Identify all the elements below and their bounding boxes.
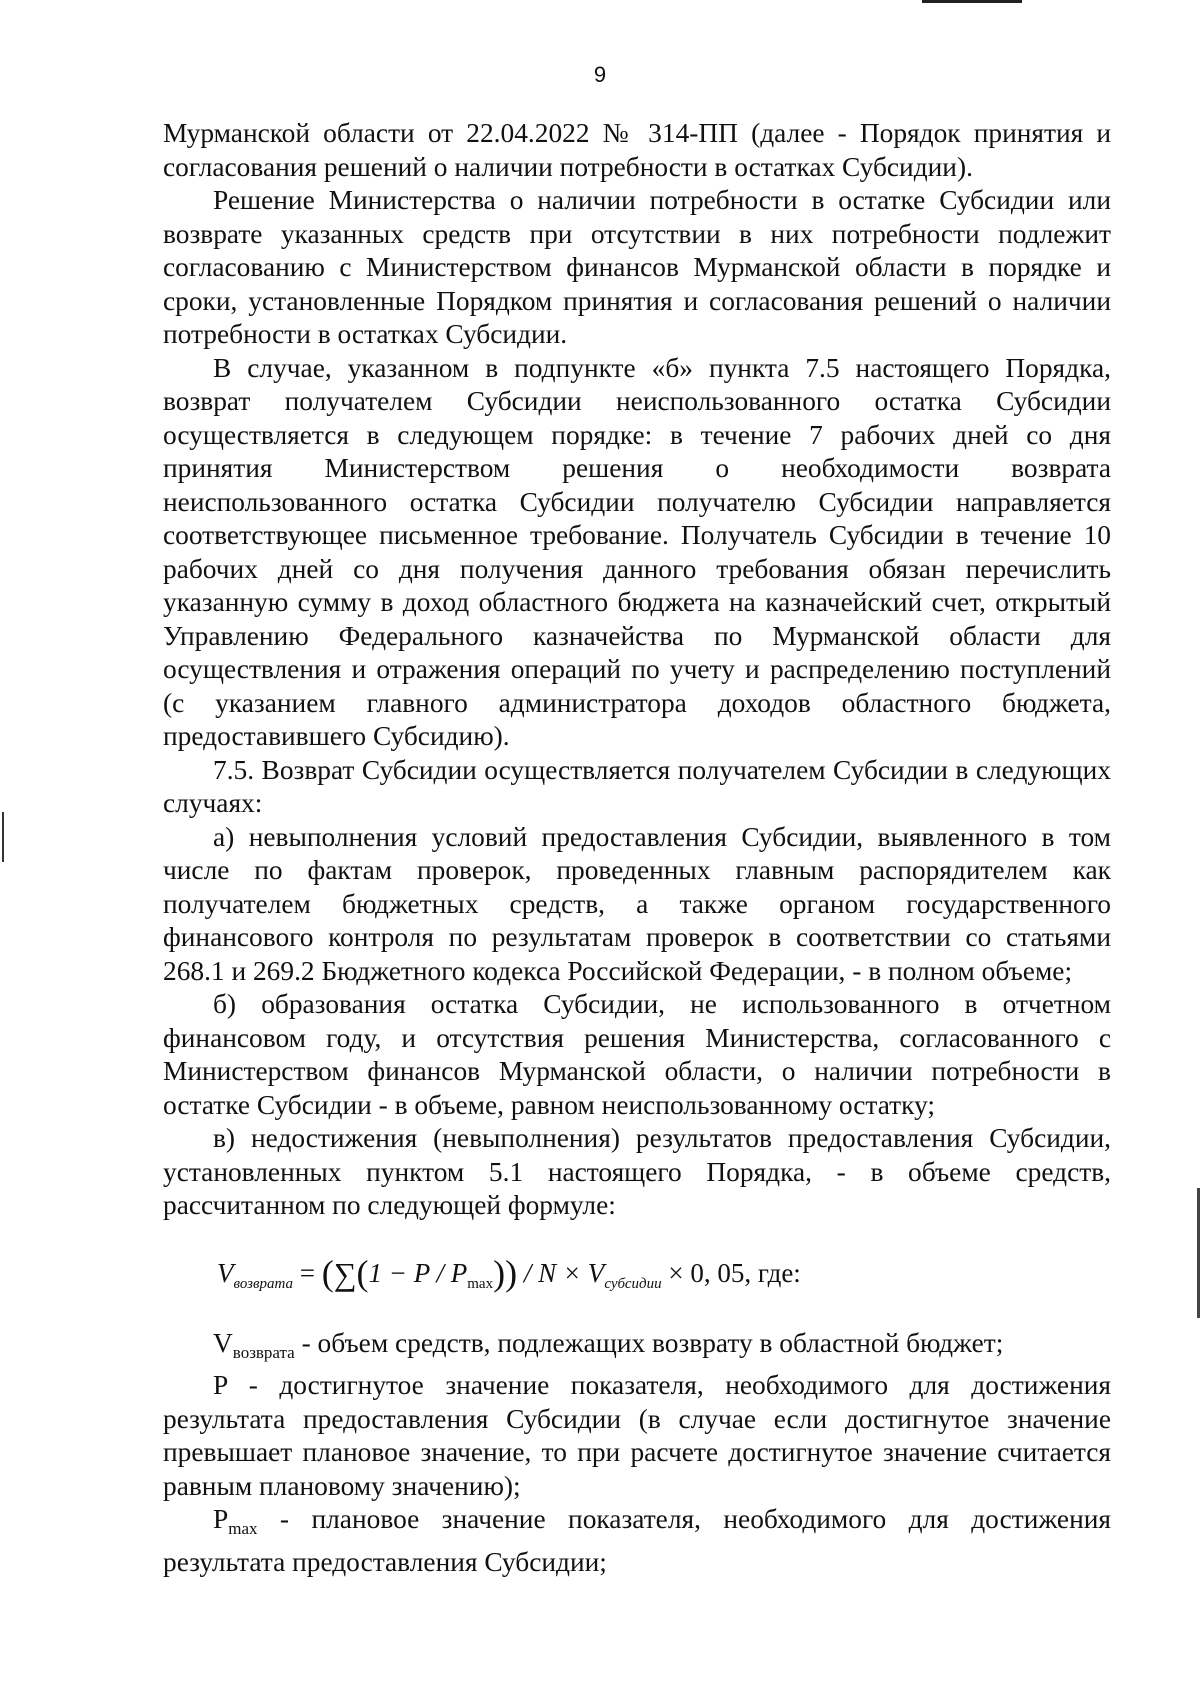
- formula-paren: (: [356, 1252, 369, 1293]
- formula-expression: [217, 1252, 801, 1302]
- formula-operator: =: [299, 1257, 315, 1288]
- formula-sum: ∑: [333, 1255, 357, 1292]
- definition-subscript: max: [228, 1519, 258, 1538]
- paragraph: Мурманской области от 22.04.2022 № 314-ПП (далее - Порядок принятия и согласования решений о наличии потребности в остатках Субсидии).: [163, 118, 1111, 182]
- formula: [163, 1223, 1111, 1327]
- paragraph: в) недостижения (невыполнения) результатов предоставления Субсидии, установленных пунктом 5.1 настоящего Порядка, - в объеме средств, рассчитанном по следующей формуле:: [163, 1123, 1111, 1220]
- paragraph: б) образования остатка Субсидии, не использованного в отчетном финансовом году, и отсутствия решения Министерства, согласованного с Министерством финансов Мурманской области, о наличии потребности в остатке Субсидии - в объеме, равном неиспользованному остатку;: [163, 989, 1111, 1120]
- definition-text: - объем средств, подлежащих возврату в областной бюджет;: [294, 1327, 1004, 1358]
- paragraph: 7.5. Возврат Субсидии осуществляется получателем Субсидии в следующих случаях:: [163, 754, 1111, 818]
- formula-subscript: субсидии: [604, 1275, 662, 1292]
- definition-symbol: P: [213, 1504, 229, 1534]
- formula-term: 1 − P / P: [368, 1257, 468, 1288]
- formula-tail: × 0, 05, где:: [661, 1257, 801, 1288]
- scan-margin-mark: [2, 812, 4, 862]
- top-edge-rule: [922, 0, 1022, 3]
- formula-subscript: max: [467, 1275, 494, 1292]
- formula-subscript: возврата: [233, 1275, 293, 1292]
- formula-paren: (: [321, 1252, 334, 1293]
- definition-text: - плановое значение показателя, необходимого для достижения результата предоставления Субсидии;: [163, 1504, 1111, 1577]
- definition-subscript: возврата: [232, 1342, 295, 1362]
- definition: [163, 1503, 1111, 1579]
- page-number: 9: [593, 62, 607, 87]
- formula-paren: )): [493, 1252, 518, 1293]
- paragraph: Решение Министерства о наличии потребности в остатке Субсидии или возврате указанных средств при отсутствии в них потребности подлежит согласованию с Министерством финансов Мурманской области в порядке и сроки, установленные Порядком принятия и согласования решений о наличии потребности в остатках Субсидии.: [163, 185, 1111, 349]
- document-body: [163, 117, 1111, 1579]
- paragraph: В случае, указанном в подпункте «б» пункта 7.5 настоящего Порядка, возврат получателем Субсидии неиспользованного остатка Субсидии осуществляется в следующем порядке: в течение 7 рабочих дней со дня принятия Министерством решения о необходимости возврата неиспользованного остатка Субсидии получателю Субсидии направляется соответствующее письменное требование. Получатель Субсидии в течение 10 рабочих дней со дня получения данного требования обязан перечислить указанную сумму в доход областного бюджета на казначейский счет, открытый Управлению Федерального казначейства по Мурманской области для осуществления и отражения операций по учету и распределению поступлений (с указанием главного администратора доходов областного бюджета, предоставившего Субсидию).: [163, 352, 1111, 751]
- paragraph: а) невыполнения условий предоставления Субсидии, выявленного в том числе по фактам проверок, проведенных главным распорядителем как получателем бюджетных средств, а также органом государственного финансового контроля по результатам проверок в соответствии со статьями 268.1 и 269.2 Бюджетного кодекса Российской Федерации, - в полном объеме;: [163, 821, 1111, 986]
- formula-symbol: V: [217, 1257, 234, 1288]
- definition: P - достигнутое значение показателя, необходимого для достижения результата предоставления Субсидии (в случае если достигнутое значение превышает плановое значение, то при расчете достигнутое значение считается равным плановому значению);: [163, 1370, 1111, 1501]
- definition: [163, 1327, 1111, 1370]
- definition-symbol: V: [213, 1327, 233, 1358]
- formula-term: / N × V: [517, 1257, 605, 1288]
